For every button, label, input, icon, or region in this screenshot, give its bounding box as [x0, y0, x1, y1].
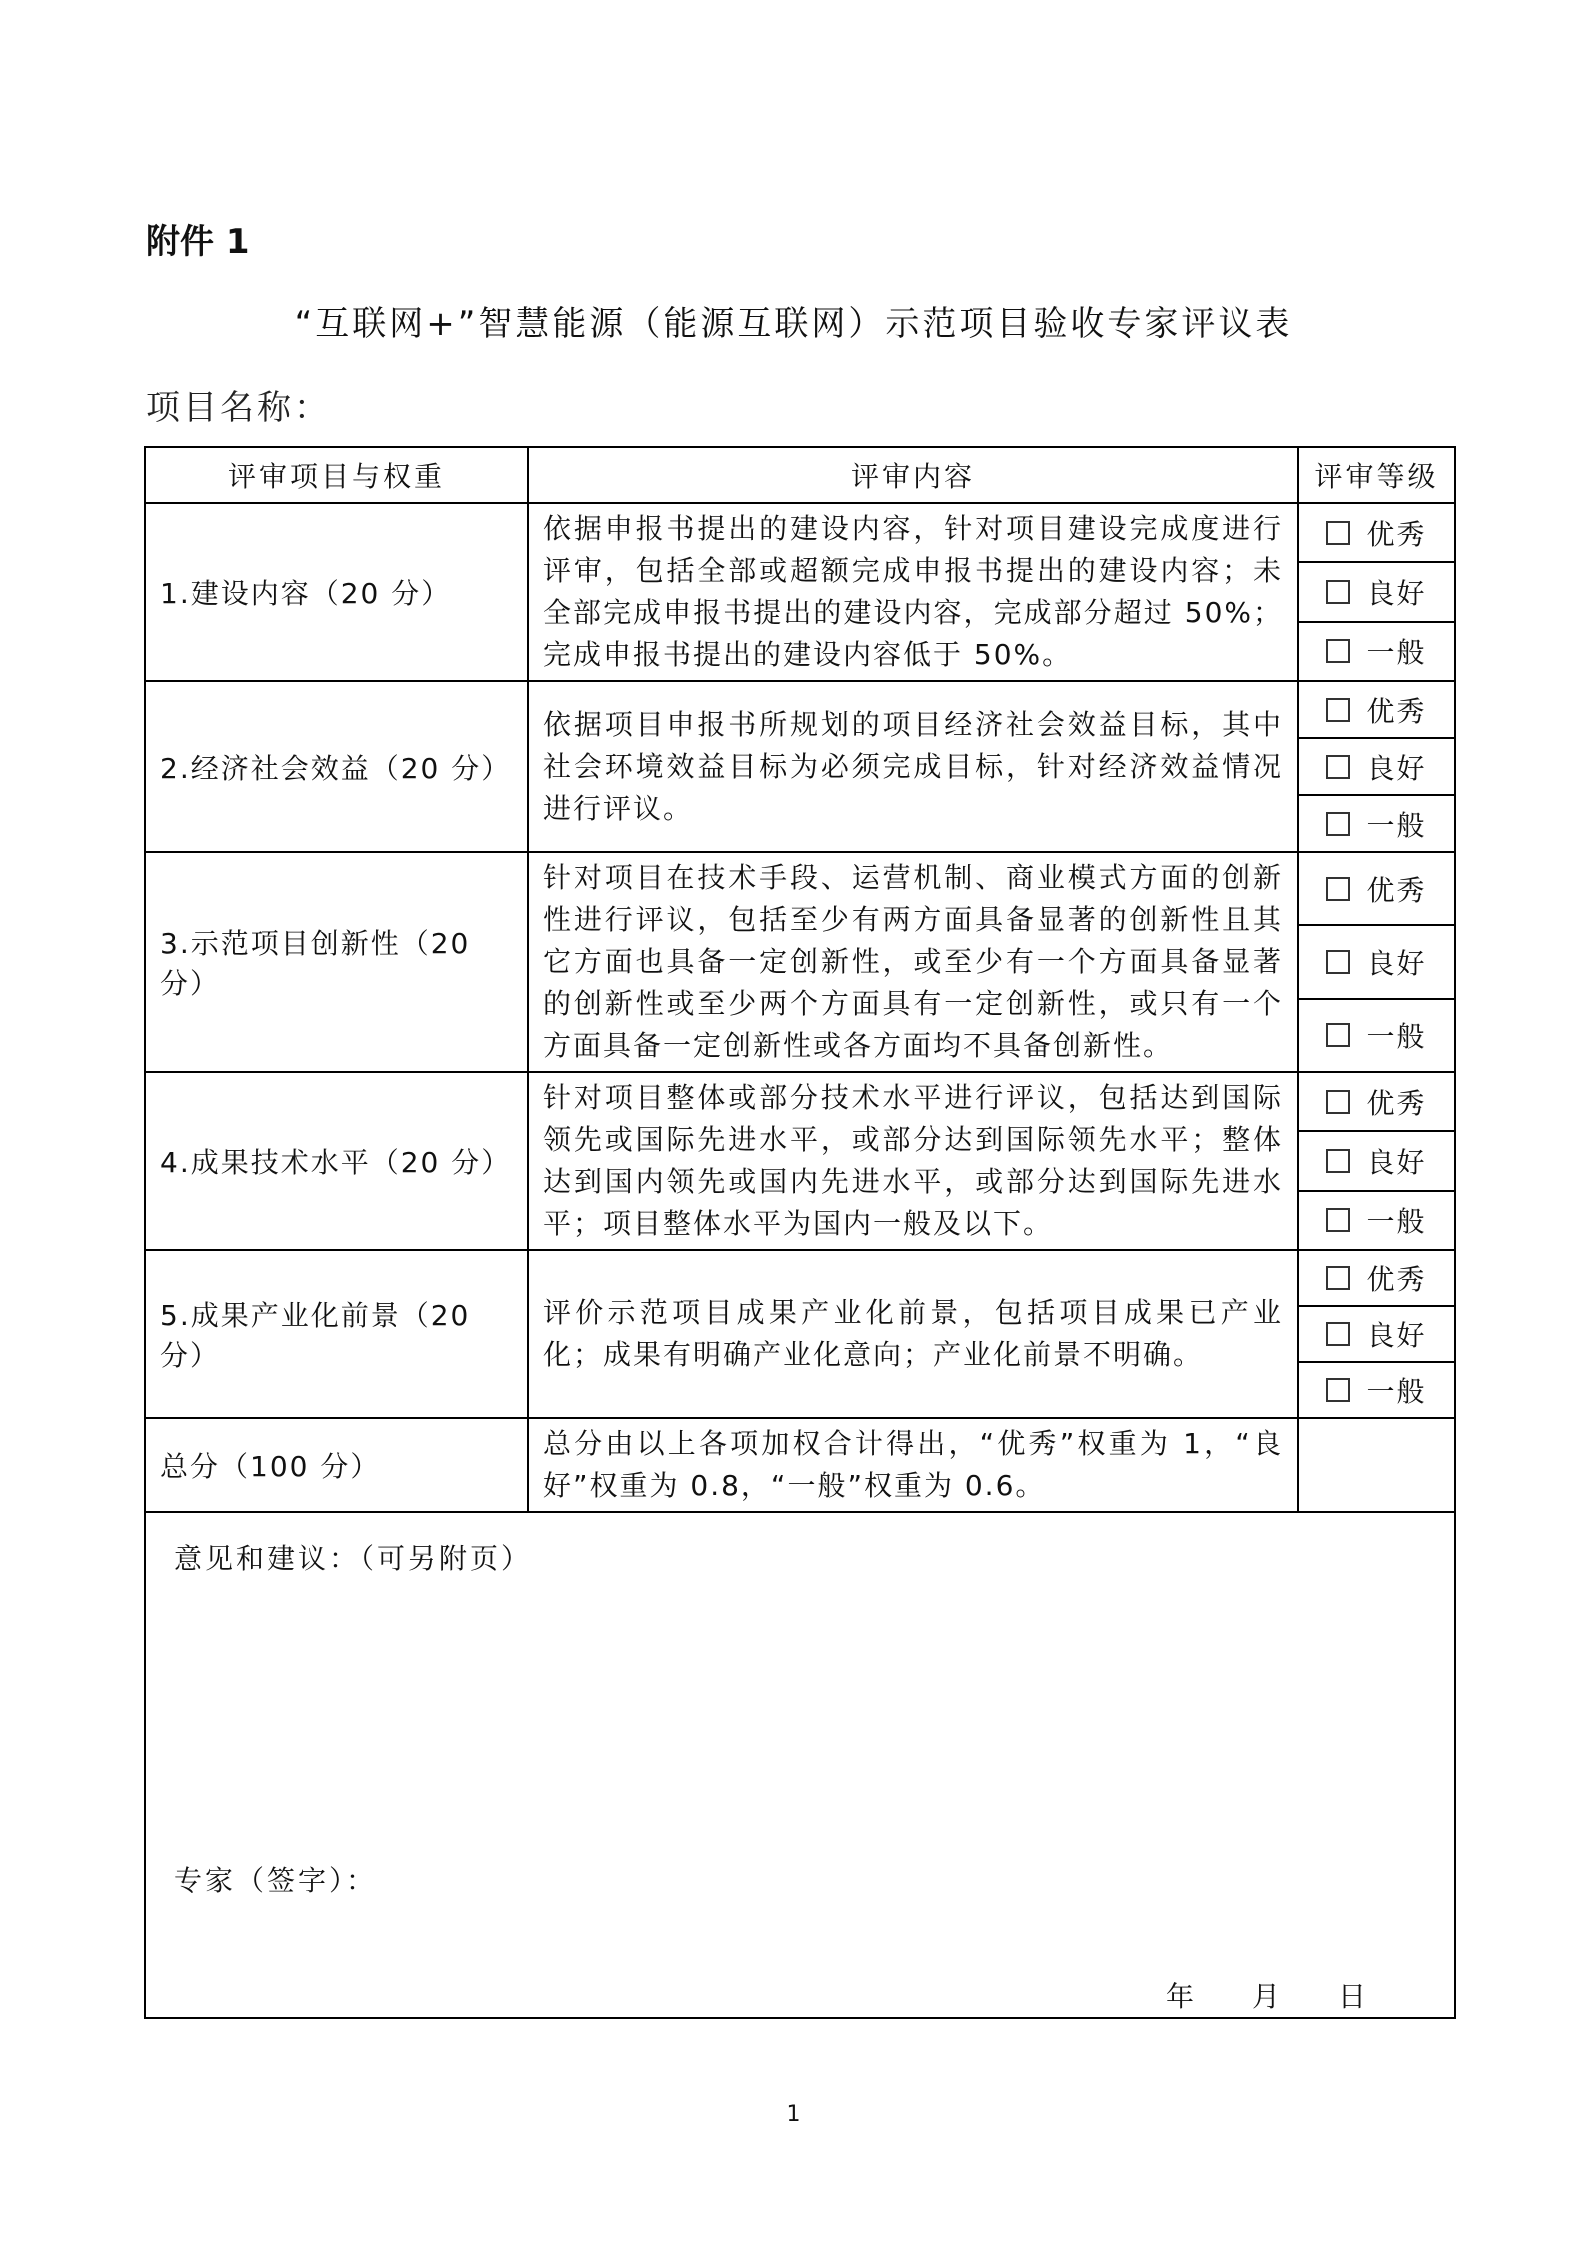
row-item: 3.示范项目创新性（20 分） [145, 852, 528, 1072]
row-content: 针对项目在技术手段、运营机制、商业模式方面的创新性进行评议，包括至少有两方面具备显著的创新性且其它方面也具备一定创新性，或至少有一个方面具备显著的创新性或至少两个方面具有一定创新性，或只有一个方面具备一定创新性或各方面均不具备创新性。 [528, 852, 1298, 1072]
checkbox-icon[interactable] [1326, 1378, 1350, 1402]
header-grade: 评审等级 [1298, 447, 1455, 503]
checkbox-icon[interactable] [1326, 755, 1350, 779]
checkbox-icon[interactable] [1326, 877, 1350, 901]
signature-label: 专家（签字）： [174, 1864, 378, 1897]
checkbox-icon[interactable] [1326, 639, 1350, 663]
date-month-label: 月 [1252, 1980, 1283, 2013]
project-name-label: 项目名称： [146, 388, 331, 428]
row-content: 依据申报书提出的建设内容，针对项目建设完成度进行评审，包括全部或超额完成申报书提出的建设内容；未全部完成申报书提出的建设内容，完成部分超过 50%；完成申报书提出的建设内容低于 50%。 [528, 503, 1298, 681]
grade-option-fair[interactable]: 一般 [1298, 795, 1455, 852]
total-row [145, 1418, 1455, 1512]
checkbox-icon[interactable] [1326, 950, 1350, 974]
row-content: 评价示范项目成果产业化前景，包括项目成果已产业化；成果有明确产业化意向；产业化前景不明确。 [528, 1250, 1298, 1418]
row-content: 依据项目申报书所规划的项目经济社会效益目标，其中社会环境效益目标为必须完成目标，针对经济效益情况进行评议。 [528, 681, 1298, 852]
row-item: 1.建设内容（20 分） [145, 503, 528, 681]
grade-option-good[interactable]: 良好 [1298, 738, 1455, 795]
grade-option-fair[interactable]: 一般 [1298, 1191, 1455, 1250]
attachment-label: 附件 1 [146, 222, 250, 262]
checkbox-icon[interactable] [1326, 1322, 1350, 1346]
checkbox-icon[interactable] [1326, 1149, 1350, 1173]
date-year-label: 年 [1166, 1980, 1197, 2013]
table-row [145, 681, 1455, 738]
row-item: 4.成果技术水平（20 分） [145, 1072, 528, 1250]
checkbox-icon[interactable] [1326, 1090, 1350, 1114]
review-table [144, 446, 1456, 2019]
grade-option-good[interactable]: 良好 [1298, 1306, 1455, 1362]
checkbox-icon[interactable] [1326, 698, 1350, 722]
table-row [145, 852, 1455, 925]
table-row [145, 503, 1455, 562]
grade-option-good[interactable]: 良好 [1298, 1131, 1455, 1190]
checkbox-icon[interactable] [1326, 1208, 1350, 1232]
grade-option-fair[interactable]: 一般 [1298, 1362, 1455, 1418]
table-header-row [145, 447, 1455, 503]
table-row [145, 1072, 1455, 1131]
table-row [145, 1250, 1455, 1306]
header-content: 评审内容 [528, 447, 1298, 503]
document-title: “互联网+”智慧能源（能源互联网）示范项目验收专家评议表 [294, 304, 1293, 344]
grade-option-excellent[interactable]: 优秀 [1298, 1250, 1455, 1306]
checkbox-icon[interactable] [1326, 1266, 1350, 1290]
grade-option-fair[interactable]: 一般 [1298, 999, 1455, 1072]
grade-option-excellent[interactable]: 优秀 [1298, 681, 1455, 738]
total-score-cell[interactable] [1298, 1418, 1455, 1512]
checkbox-icon[interactable] [1326, 580, 1350, 604]
date-field [1166, 1975, 1424, 2015]
row-item: 2.经济社会效益（20 分） [145, 681, 528, 852]
page-number: 1 [786, 2102, 801, 2127]
date-day-label: 日 [1338, 1980, 1369, 2013]
checkbox-icon[interactable] [1326, 521, 1350, 545]
grade-option-good[interactable]: 良好 [1298, 925, 1455, 998]
comments-area[interactable] [145, 1512, 1455, 2018]
grade-option-excellent[interactable]: 优秀 [1298, 503, 1455, 562]
grade-option-excellent[interactable]: 优秀 [1298, 1072, 1455, 1131]
row-content: 针对项目整体或部分技术水平进行评议，包括达到国际领先或国际先进水平，或部分达到国际领先水平；整体达到国内领先或国内先进水平，或部分达到国际先进水平；项目整体水平为国内一般及以下。 [528, 1072, 1298, 1250]
grade-option-fair[interactable]: 一般 [1298, 622, 1455, 681]
checkbox-icon[interactable] [1326, 812, 1350, 836]
checkbox-icon[interactable] [1326, 1023, 1350, 1047]
grade-option-excellent[interactable]: 优秀 [1298, 852, 1455, 925]
grade-option-good[interactable]: 良好 [1298, 562, 1455, 621]
comments-label: 意见和建议：（可另附页） [174, 1542, 533, 1575]
total-item: 总分（100 分） [145, 1418, 528, 1512]
row-item: 5.成果产业化前景（20 分） [145, 1250, 528, 1418]
total-content: 总分由以上各项加权合计得出，“优秀”权重为 1，“良好”权重为 0.8，“一般”权重为 0.6。 [528, 1418, 1298, 1512]
header-item: 评审项目与权重 [145, 447, 528, 503]
